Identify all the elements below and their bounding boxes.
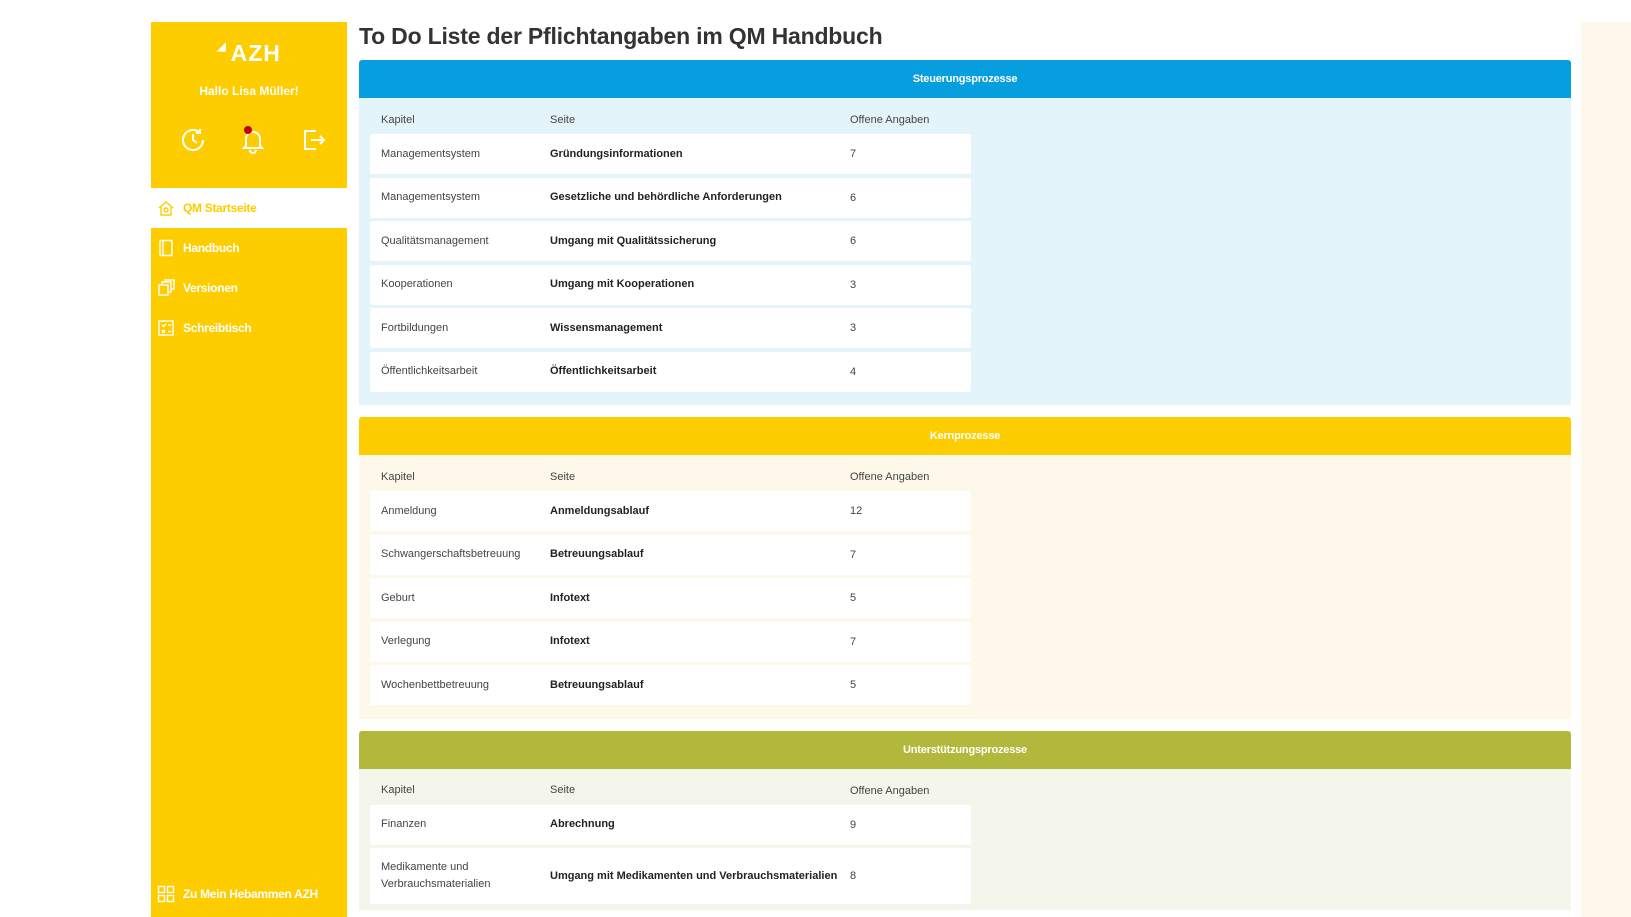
desk-icon — [157, 319, 175, 337]
kapitel-cell: Qualitätsmanagement — [381, 234, 489, 247]
offene-angaben-cell: 6 — [850, 191, 857, 204]
kapitel-cell: Öffentlichkeitsarbeit — [381, 365, 478, 377]
seite-cell: Betreuungsablauf — [550, 548, 644, 560]
offene-angaben-cell: 7 — [850, 548, 857, 561]
offene-angaben-cell: 3 — [850, 322, 857, 334]
offene-angaben-cell: 4 — [850, 365, 857, 378]
kapitel-cell: Finanzen — [381, 818, 427, 830]
column-header-seite: Seite — [550, 784, 576, 796]
kapitel-cell: Medikamente und Verbrauchsmaterialien — [381, 861, 491, 890]
kapitel-cell: Anmeldung — [381, 504, 437, 517]
kapitel-cell: Geburt — [381, 591, 415, 604]
sidebar-icon-bar — [179, 126, 329, 156]
seite-cell: Öffentlichkeitsarbeit — [550, 365, 657, 377]
table-row[interactable] — [370, 178, 971, 218]
sidebar — [151, 22, 347, 917]
offene-angaben-cell: 6 — [850, 235, 857, 247]
offene-angaben-cell: 7 — [850, 635, 857, 648]
sidebar-item-label: QM Startseite — [183, 201, 257, 215]
section-steuerungsprozesse — [359, 60, 1571, 405]
seite-cell: Gründungsinformationen — [550, 147, 683, 160]
seite-cell: Umgang mit Medikamenten und Verbrauchsmaterialien — [550, 869, 838, 882]
page-title: To Do Liste der Pflichtangaben im QM Handbuch — [359, 23, 883, 49]
offene-angaben-cell: 9 — [850, 818, 857, 831]
column-header-offene-angaben: Offene Angaben — [850, 784, 930, 797]
table-header — [370, 777, 971, 805]
mein-hebammen-link[interactable] — [157, 885, 318, 903]
offene-angaben-cell: 7 — [850, 148, 857, 160]
bell-icon[interactable] — [239, 126, 269, 156]
sidebar-item-label: Handbuch — [183, 241, 240, 255]
section-header: Steuerungsprozesse — [359, 60, 1571, 98]
kapitel-cell: Managementsystem — [381, 147, 481, 160]
kapitel-cell: Wochenbettbetreuung — [381, 678, 490, 691]
seite-cell: Betreuungsablauf — [550, 678, 644, 691]
kapitel-cell: Schwangerschaftsbetreuung — [381, 548, 521, 560]
column-header-offene-angaben: Offene Angaben — [850, 471, 930, 483]
offene-angaben-cell: 3 — [850, 278, 857, 291]
logo[interactable] — [151, 40, 347, 67]
main-content — [359, 20, 1571, 917]
seite-cell: Wissensmanagement — [550, 321, 663, 334]
sidebar-item-label: Schreibtisch — [183, 321, 252, 335]
sidebar-item-schreibtisch[interactable] — [151, 308, 347, 348]
kapitel-cell: Managementsystem — [381, 191, 481, 203]
history-icon[interactable] — [179, 126, 209, 156]
apps-grid-icon — [157, 885, 175, 903]
section-body — [359, 98, 1571, 405]
table-row[interactable] — [370, 221, 971, 261]
seite-cell: Infotext — [550, 635, 590, 647]
column-header-kapitel: Kapitel — [381, 113, 415, 126]
table-row[interactable] — [370, 265, 971, 305]
sidebar-item-label: Versionen — [183, 281, 238, 295]
table-row[interactable] — [370, 622, 971, 662]
table-row[interactable] — [370, 491, 971, 531]
logo-text: AZH — [230, 40, 281, 66]
offene-angaben-cell: 8 — [850, 870, 857, 882]
table-row[interactable] — [370, 665, 971, 705]
section-kernprozesse — [359, 417, 1571, 719]
table-row[interactable] — [370, 535, 971, 575]
table-header — [370, 463, 971, 491]
table-row[interactable] — [370, 848, 971, 904]
table-row[interactable] — [370, 805, 971, 845]
table-row[interactable] — [370, 352, 971, 392]
seite-cell: Abrechnung — [550, 818, 615, 830]
home-icon — [157, 199, 175, 217]
seite-cell: Gesetzliche und behördliche Anforderungen — [550, 191, 782, 203]
seite-cell: Infotext — [550, 591, 590, 604]
column-header-seite: Seite — [550, 470, 576, 483]
sidebar-item-qm-startseite[interactable] — [151, 188, 347, 228]
sidebar-nav — [151, 188, 347, 348]
versions-icon — [157, 279, 175, 297]
table-row[interactable] — [370, 134, 971, 174]
kapitel-cell: Kooperationen — [381, 278, 453, 290]
offene-angaben-cell: 12 — [850, 505, 863, 517]
table-header — [370, 106, 971, 134]
logout-icon[interactable] — [299, 126, 329, 156]
section-body — [359, 769, 1571, 910]
section-header: Kernprozesse — [359, 417, 1571, 455]
table-row[interactable] — [370, 578, 971, 618]
column-header-seite: Seite — [550, 113, 576, 126]
right-background-strip — [1581, 22, 1631, 917]
kapitel-cell: Fortbildungen — [381, 321, 449, 334]
column-header-offene-angaben: Offene Angaben — [850, 114, 930, 126]
sidebar-item-versionen[interactable] — [151, 268, 347, 308]
offene-angaben-cell: 5 — [850, 679, 857, 691]
notification-dot — [244, 126, 252, 134]
logo-mark-icon: ◢ — [217, 41, 227, 53]
seite-cell: Umgang mit Qualitätssicherung — [550, 234, 717, 247]
seite-cell: Anmeldungsablauf — [550, 504, 650, 517]
offene-angaben-cell: 5 — [850, 592, 857, 604]
book-icon — [157, 239, 175, 257]
kapitel-cell: Verlegung — [381, 635, 431, 647]
mein-hebammen-label: Zu Mein Hebammen AZH — [183, 887, 318, 901]
section-body — [359, 455, 1571, 719]
user-greeting: Hallo Lisa Müller! — [199, 84, 299, 98]
table-row[interactable] — [370, 308, 971, 348]
section-unterstuetzungsprozesse — [359, 731, 1571, 910]
section-header: Unterstützungsprozesse — [359, 731, 1571, 769]
seite-cell: Umgang mit Kooperationen — [550, 278, 695, 290]
sidebar-item-handbuch[interactable] — [151, 228, 347, 268]
column-header-kapitel: Kapitel — [381, 784, 415, 796]
column-header-kapitel: Kapitel — [381, 470, 415, 483]
